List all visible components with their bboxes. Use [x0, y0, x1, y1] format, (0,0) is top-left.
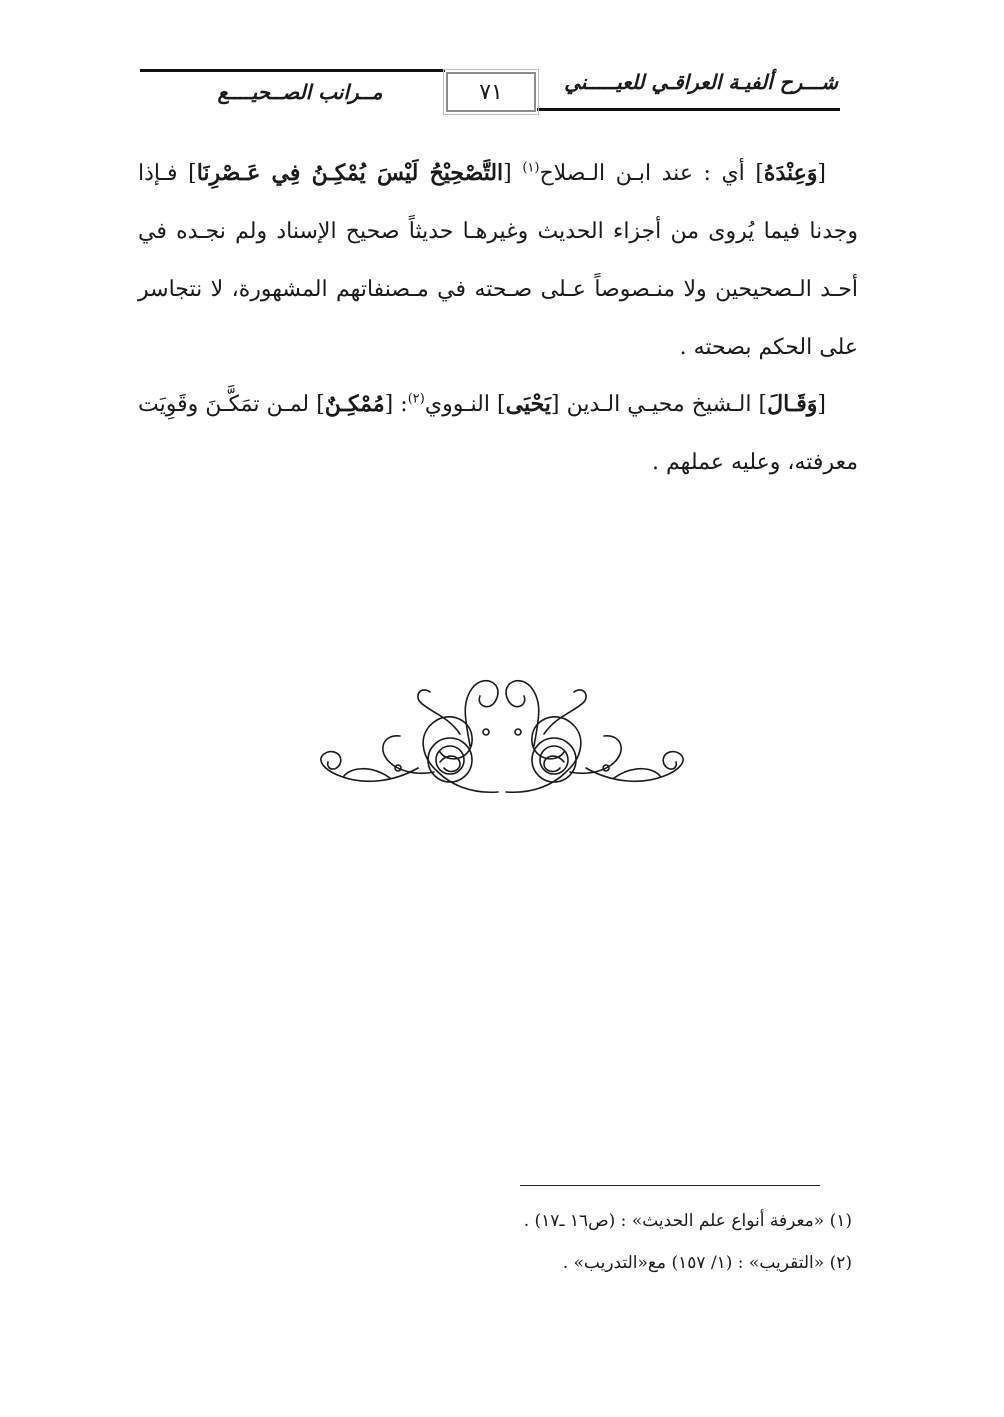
paragraph-2-text	[138, 375, 858, 492]
matn-word-wa-indahu: وَعِنْدَهُ	[763, 160, 818, 186]
bracket-close: ]	[758, 392, 768, 417]
page-header	[140, 66, 840, 118]
matn-word-yahya: يَحْيَى	[505, 391, 551, 417]
bracket-close: ]	[497, 392, 506, 417]
header-rule-left	[140, 69, 445, 72]
paragraph-1-text	[138, 144, 858, 377]
commentary-text: النـووي	[424, 392, 498, 417]
bracket-close: ]	[755, 161, 764, 186]
page-number: ٧١	[446, 72, 536, 112]
footnote-ref-1: (١)	[522, 160, 540, 176]
footnote-2: (٢) «التقريب» : (١/ ١٥٧) مع«التدريب» .	[562, 1253, 852, 1273]
commentary-text: أي : عند ابـن الـصلاح	[539, 161, 756, 186]
floral-vignette-icon	[310, 672, 694, 812]
footnote-separator	[520, 1185, 820, 1186]
bracket-close: ]	[316, 392, 325, 417]
space	[512, 161, 523, 186]
matn-word-wa-qala: وَقَـالَ	[767, 391, 818, 417]
matn-verse-tashih: التَّصْحِيْحُ لَيْسَ يُمْكِـنُ فِي عَـصْرِنَا	[196, 160, 504, 186]
bracket-close: ]	[188, 161, 197, 186]
bracket-open: [	[817, 392, 826, 417]
book-title: شـــرح ألفيـة العراقـي للعيـــــني	[564, 70, 838, 94]
bracket-open: [	[817, 161, 826, 186]
header-rule-right	[537, 108, 840, 111]
footnotes	[340, 1200, 852, 1284]
bracket-open: [	[550, 392, 560, 417]
bracket-open: [	[503, 161, 512, 186]
colon: :	[393, 392, 408, 417]
bracket-open: [	[384, 392, 394, 417]
footnote-1: (١) «معرفة أنواع علم الحديث» : (ص١٦ ـ١٧) .	[523, 1211, 852, 1231]
ornament-right-half	[506, 681, 683, 793]
paragraph-2	[138, 375, 858, 492]
chapter-title: مــرانب الصــحيــــع	[217, 80, 383, 104]
ornament-left-half	[321, 681, 498, 793]
paragraph-1	[138, 144, 858, 377]
commentary-text-continued: فـإذا وجدنا فيما يُروى من أجزاء الحديث وغيرهـا حديثاً صحيح الإسناد ولم نجـده في أحـد الـصحيحين ولا منـصوصاً عـلى صـحته في مـصنفاتهم المشهورة، لا نتجاسر على الحكم بصحته .	[138, 161, 858, 360]
matn-word-mumkin: مُمْكِـنٌ	[324, 391, 385, 417]
footnote-ref-2: (٢)	[407, 391, 425, 407]
commentary-text-continued: لمـن تمَكَّـنَ وقَوِيَت معرفته، وعليه عملهم .	[138, 392, 858, 475]
commentary-text: الـشيخ محيـي الـدين	[559, 392, 759, 417]
